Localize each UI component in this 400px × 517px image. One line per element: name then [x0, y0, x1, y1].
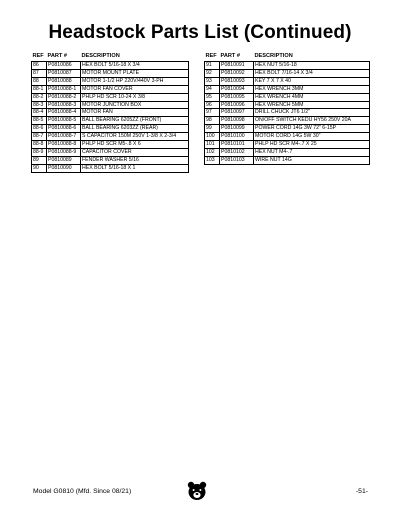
cell-ref: 88-9 [32, 148, 47, 156]
table-row [205, 93, 370, 101]
table-row [32, 85, 189, 93]
cell-ref: 92 [205, 69, 220, 77]
table-row [32, 156, 189, 164]
cell-ref: 103 [205, 156, 220, 164]
cell-ref: 98 [205, 117, 220, 125]
table-row [32, 125, 189, 133]
cell-ref: 94 [205, 85, 220, 93]
cell-part-number: P0810087 [47, 69, 81, 77]
cell-description: HEX BOLT 5/16-18 X 1 [81, 164, 189, 172]
cell-part-number: P0810088-7 [47, 133, 81, 141]
cell-description: HEX BOLT 7/16-14 X 3/4 [254, 69, 370, 77]
cell-ref: 88-5 [32, 117, 47, 125]
table-row [32, 109, 189, 117]
cell-ref: 93 [205, 77, 220, 85]
table-row [205, 62, 370, 70]
table-row [205, 85, 370, 93]
cell-ref: 88-4 [32, 109, 47, 117]
cell-description: HEX BOLT 5/16-18 X 3/4 [81, 62, 189, 70]
table-row [32, 117, 189, 125]
cell-part-number: P0810088 [47, 77, 81, 85]
cell-ref: 89 [32, 156, 47, 164]
parts-table-left [31, 52, 189, 173]
cell-part-number: P0810088-3 [47, 101, 81, 109]
cell-description: HEX NUT M4-.7 [254, 148, 370, 156]
table-row [32, 141, 189, 149]
cell-description: DRILL CHUCK JT6 1/2" [254, 109, 370, 117]
cell-description: MOTOR MOUNT PLATE [81, 69, 189, 77]
cell-part-number: P0810101 [220, 141, 254, 149]
cell-description: PHLP HD SCR M4-.7 X 25 [254, 141, 370, 149]
cell-part-number: P0810095 [220, 93, 254, 101]
cell-description: HEX WRENCH 4MM [254, 93, 370, 101]
cell-ref: 88 [32, 77, 47, 85]
cell-ref: 97 [205, 109, 220, 117]
cell-description: MOTOR JUNCTION BOX [81, 101, 189, 109]
cell-description: PHLP HD SCR 10-24 X 3/8 [81, 93, 189, 101]
page-number: -51- [355, 488, 368, 495]
table-header-row [205, 52, 370, 62]
table-row [32, 133, 189, 141]
cell-ref: 90 [32, 164, 47, 172]
page-title: Headstock Parts List (Continued) [48, 22, 352, 43]
cell-description: ON/OFF SWITCH KEDU HY56 250V 20A [254, 117, 370, 125]
table-row [205, 133, 370, 141]
table-row [205, 109, 370, 117]
cell-ref: 88-1 [32, 85, 47, 93]
cell-description: BALL BEARING 6205ZZ (FRONT) [81, 117, 189, 125]
cell-part-number: P0810088-5 [47, 117, 81, 125]
cell-description: BALL BEARING 6203ZZ (REAR) [81, 125, 189, 133]
cell-description: MOTOR FAN COVER [81, 85, 189, 93]
cell-ref: 86 [32, 62, 47, 70]
cell-ref: 91 [205, 62, 220, 70]
cell-ref: 88-8 [32, 141, 47, 149]
cell-description: S CAPACITOR 150M 250V 1-3/8 X 2-3/4 [81, 133, 189, 141]
cell-ref: 88-7 [32, 133, 47, 141]
cell-ref: 101 [205, 141, 220, 149]
header-description: DESCRIPTION [254, 52, 370, 62]
table-header-row [32, 52, 189, 62]
cell-part-number: P0810093 [220, 77, 254, 85]
cell-description: HEX WRENCH 5MM [254, 101, 370, 109]
table-row [32, 164, 189, 172]
cell-description: KEY 7 X 7 X 40 [254, 77, 370, 85]
table-row [205, 156, 370, 164]
header-description: DESCRIPTION [81, 52, 189, 62]
cell-part-number: P0810092 [220, 69, 254, 77]
table-row [205, 117, 370, 125]
cell-description: WIRE NUT 14G [254, 156, 370, 164]
cell-part-number: P0810088-2 [47, 93, 81, 101]
cell-ref: 100 [205, 133, 220, 141]
cell-part-number: P0810098 [220, 117, 254, 125]
cell-ref: 87 [32, 69, 47, 77]
cell-part-number: P0810088-9 [47, 148, 81, 156]
header-part: PART # [47, 52, 81, 62]
table-row [32, 69, 189, 77]
table-row [32, 77, 189, 85]
cell-description: MOTOR FAN [81, 109, 189, 117]
cell-description: HEX NUT 5/16-18 [254, 62, 370, 70]
model-footer: Model G0810 (Mfd. Since 08/21) [33, 488, 132, 495]
header-part: PART # [220, 52, 254, 62]
table-row [205, 141, 370, 149]
cell-part-number: P0810088-6 [47, 125, 81, 133]
table-row [205, 101, 370, 109]
table-row [205, 69, 370, 77]
cell-ref: 102 [205, 148, 220, 156]
cell-ref: 95 [205, 93, 220, 101]
cell-part-number: P0810091 [220, 62, 254, 70]
cell-part-number: P0810088-1 [47, 85, 81, 93]
cell-ref: 88-3 [32, 101, 47, 109]
table-row [205, 125, 370, 133]
cell-part-number: P0810097 [220, 109, 254, 117]
cell-part-number: P0810103 [220, 156, 254, 164]
cell-description: CAPACITOR COVER [81, 148, 189, 156]
table-row [32, 62, 189, 70]
cell-description: FENDER WASHER 5/16 [81, 156, 189, 164]
cell-part-number: P0810090 [47, 164, 81, 172]
cell-description: MOTOR 1-1/2 HP 220V/440V 3-PH [81, 77, 189, 85]
header-ref: REF [205, 52, 220, 62]
cell-part-number: P0810100 [220, 133, 254, 141]
cell-part-number: P0810094 [220, 85, 254, 93]
table-row [32, 101, 189, 109]
table-row [32, 148, 189, 156]
cell-ref: 88-6 [32, 125, 47, 133]
table-row [205, 148, 370, 156]
cell-part-number: P0810096 [220, 101, 254, 109]
cell-part-number: P0810089 [47, 156, 81, 164]
cell-description: HEX WRENCH 3MM [254, 85, 370, 93]
cell-part-number: P0810102 [220, 148, 254, 156]
cell-part-number: P0810088-4 [47, 109, 81, 117]
cell-part-number: P0810088-8 [47, 141, 81, 149]
cell-description: POWER CORD 14G 3W 72" 6-15P [254, 125, 370, 133]
table-row [32, 93, 189, 101]
cell-ref: 88-2 [32, 93, 47, 101]
cell-ref: 99 [205, 125, 220, 133]
header-ref: REF [32, 52, 47, 62]
table-row [205, 77, 370, 85]
bear-head-icon [186, 480, 208, 502]
cell-part-number: P0810099 [220, 125, 254, 133]
parts-table-right [204, 52, 370, 165]
cell-ref: 96 [205, 101, 220, 109]
cell-part-number: P0810086 [47, 62, 81, 70]
cell-description: PHLP HD SCR M5-.8 X 6 [81, 141, 189, 149]
cell-description: MOTOR CORD 14G 5W 30" [254, 133, 370, 141]
